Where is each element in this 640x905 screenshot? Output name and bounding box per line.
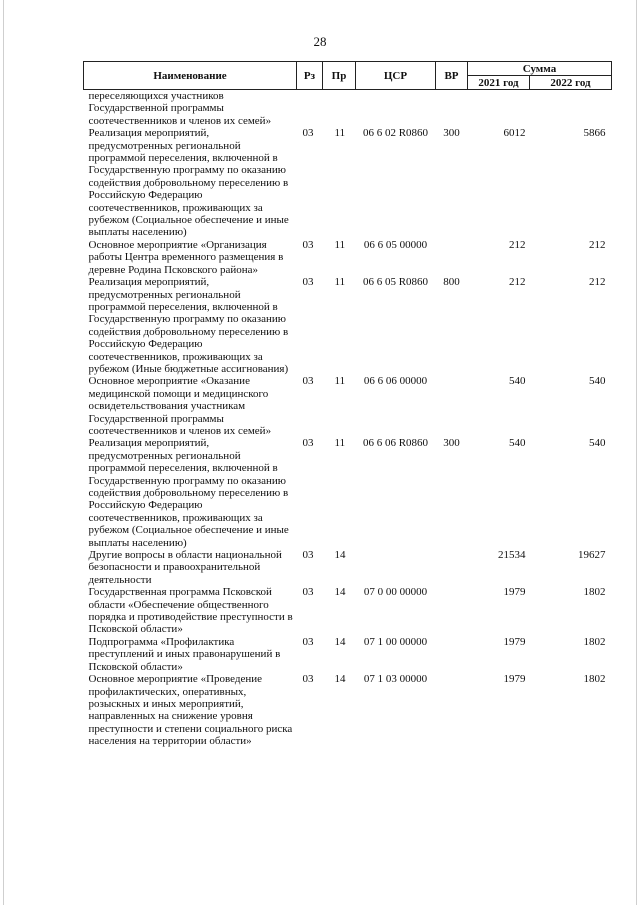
header-name: Наименование <box>84 62 297 90</box>
table-body <box>84 90 612 748</box>
row-name: Реализация мероприятий, предусмотренных региональной программой переселения, включенной в Государственную программу по оказанию содействия добровольному переселению в Российскую Федерацию соотечественников, проживающих за рубежом (Социальное обеспечение и иные выплаты населению) <box>88 127 289 239</box>
scan-edge-right <box>636 0 637 905</box>
table-row <box>84 437 612 549</box>
header-rz: Рз <box>297 62 323 90</box>
row-name: Реализация мероприятий, предусмотренных региональной программой переселения, включенной в Государственную программу по оказанию содействия добровольному переселению в Российскую Федерацию соотечественников, проживающих за рубежом (Социальное обеспечение и иные выплаты населению) <box>88 437 289 549</box>
row-sum-2022 <box>530 90 612 128</box>
row-vr <box>436 239 468 276</box>
row-rz <box>297 90 323 128</box>
row-sum-2022: 19627 <box>578 549 606 562</box>
row-name: Другие вопросы в области национальной безопасности и правоохранительной деятельности <box>88 549 282 586</box>
header-2022: 2022 год <box>530 76 612 90</box>
row-sum-2021: 212 <box>509 276 526 289</box>
table-row <box>84 375 612 437</box>
row-name: Основное мероприятие «Оказание медицинской помощи и медицинского освидетельствования участникам Государственной программы соотечественников и членов их семей» <box>88 375 272 437</box>
header-csr: ЦСР <box>356 62 436 90</box>
row-csr: 06 6 02 R0860 <box>362 127 429 140</box>
row-vr: 300 <box>443 437 460 450</box>
row-vr <box>436 673 468 747</box>
row-name: переселяющихся участников Государственной программы соотечественников и членов их семей» <box>88 90 272 127</box>
row-csr: 06 6 05 R0860 <box>362 276 429 289</box>
row-sum-2022: 1802 <box>583 673 606 686</box>
row-pr: 14 <box>334 549 346 562</box>
table-row <box>84 636 612 673</box>
row-name: Подпрограмма «Профилактика преступлений и иных правонарушений в Псковской области» <box>88 635 281 673</box>
row-csr: 07 0 00 00000 <box>363 586 428 599</box>
row-sum-2021: 1979 <box>503 586 526 599</box>
table-row <box>84 127 612 239</box>
row-sum-2021: 212 <box>509 238 526 251</box>
row-rz: 03 <box>302 238 314 251</box>
row-csr: 06 6 05 00000 <box>363 238 428 251</box>
row-vr <box>436 375 468 437</box>
budget-table <box>83 61 612 748</box>
row-sum-2021: 6012 <box>503 127 526 140</box>
row-rz: 03 <box>302 437 314 450</box>
row-pr: 11 <box>334 375 346 388</box>
table-row <box>84 586 612 636</box>
table-header <box>84 62 612 90</box>
row-sum-2021 <box>468 90 530 128</box>
table-row <box>84 90 612 128</box>
row-vr <box>436 636 468 673</box>
row-pr: 11 <box>334 437 346 450</box>
row-name: Реализация мероприятий, предусмотренных региональной программой переселения, включенной в Государственную программу по оказанию содействия добровольному переселению в Российскую Федерацию соотечественников, проживающих за рубежом (Иные бюджетные ассигнования) <box>88 276 289 375</box>
table-row <box>84 276 612 375</box>
page-number: 28 <box>313 34 327 49</box>
scan-edge-left <box>3 0 4 905</box>
row-sum-2021: 21534 <box>498 549 526 562</box>
row-csr: 06 6 06 R0860 <box>362 437 429 450</box>
row-rz: 03 <box>302 127 314 140</box>
table-row <box>84 549 612 586</box>
row-rz: 03 <box>302 635 314 648</box>
row-sum-2022: 1802 <box>583 586 606 599</box>
row-vr <box>436 549 468 586</box>
row-pr: 14 <box>334 673 346 686</box>
row-csr: 07 1 00 00000 <box>363 635 428 648</box>
row-sum-2022: 1802 <box>583 635 606 648</box>
row-pr: 14 <box>334 635 346 648</box>
row-sum-2021: 1979 <box>503 673 526 686</box>
row-sum-2022: 212 <box>589 238 606 251</box>
row-pr <box>323 90 356 128</box>
header-vr: ВР <box>436 62 468 90</box>
row-sum-2022: 212 <box>589 276 606 289</box>
row-name: Государственная программа Псковской области «Обеспечение общественного порядка и противодействие преступности в Псковской области» <box>88 586 293 636</box>
row-sum-2021: 540 <box>509 437 526 450</box>
row-rz: 03 <box>302 276 314 289</box>
row-name: Основное мероприятие «Организация работы Центра временного размещения в деревне Родина Псковского района» <box>88 238 284 276</box>
row-sum-2022: 540 <box>589 437 606 450</box>
row-pr: 11 <box>334 238 346 251</box>
row-vr: 300 <box>443 127 460 140</box>
header-sum: Сумма <box>468 62 612 76</box>
row-rz: 03 <box>302 549 314 562</box>
row-vr <box>436 90 468 128</box>
row-pr: 14 <box>334 586 346 599</box>
header-2021: 2021 год <box>468 76 530 90</box>
row-rz: 03 <box>302 673 314 686</box>
table-row <box>84 673 612 747</box>
row-vr <box>436 586 468 636</box>
row-csr: 07 1 03 00000 <box>363 673 428 686</box>
row-name: Основное мероприятие «Проведение профилактических, оперативных, розыскных и иных мероприятий, направленных на снижение уровня преступности и степени социального риска населения на территории области» <box>88 673 293 748</box>
row-sum-2022: 540 <box>589 375 606 388</box>
row-vr: 800 <box>443 276 460 289</box>
row-sum-2022: 5866 <box>583 127 606 140</box>
row-sum-2021: 540 <box>509 375 526 388</box>
row-rz: 03 <box>302 375 314 388</box>
header-pr: Пр <box>323 62 356 90</box>
row-pr: 11 <box>334 127 346 140</box>
row-pr: 11 <box>334 276 346 289</box>
row-rz: 03 <box>302 586 314 599</box>
row-csr <box>356 549 436 586</box>
row-sum-2021: 1979 <box>503 635 526 648</box>
row-csr <box>356 90 436 128</box>
row-csr: 06 6 06 00000 <box>363 375 428 388</box>
table-row <box>84 239 612 276</box>
